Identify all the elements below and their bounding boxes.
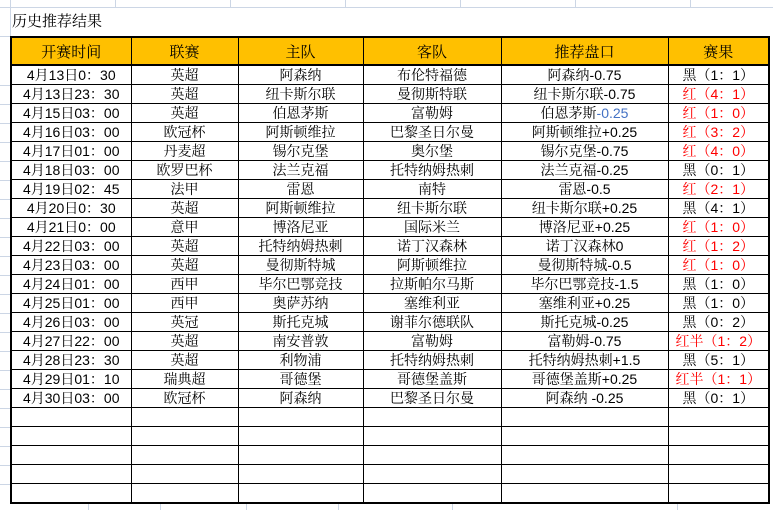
empty-cell[interactable] (501, 465, 668, 484)
cell-result[interactable]: 黑（1：1） (668, 65, 769, 85)
cell-league[interactable]: 丹麦超 (131, 142, 238, 161)
cell-time[interactable]: 4月20日0：30 (11, 199, 131, 218)
empty-cell[interactable] (238, 427, 363, 446)
header-cell-2[interactable]: 主队 (238, 37, 363, 65)
cell-time[interactable]: 4月13日0：30 (11, 65, 131, 85)
table-row (11, 104, 769, 123)
cell-league[interactable]: 英超 (131, 256, 238, 275)
table-row (11, 313, 769, 332)
cell-time[interactable]: 4月29日01：10 (11, 370, 131, 389)
cell-handicap[interactable]: 富勒姆-0.75 (501, 332, 668, 351)
empty-cell[interactable] (501, 484, 668, 504)
cell-home[interactable]: 伯恩茅斯 (238, 104, 363, 123)
cell-away[interactable]: 巴黎圣日尔曼 (363, 123, 501, 142)
cell-home[interactable]: 奥萨苏纳 (238, 294, 363, 313)
header-row (11, 37, 769, 65)
results-table (10, 36, 770, 504)
cell-home[interactable]: 南安普敦 (238, 332, 363, 351)
cell-league[interactable]: 瑞典超 (131, 370, 238, 389)
cell-result[interactable]: 黑（5：1） (668, 351, 769, 370)
empty-row (11, 465, 769, 484)
header-cell-3[interactable]: 客队 (363, 37, 501, 65)
handicap-suffix: -0.25 (596, 105, 629, 121)
empty-cell[interactable] (668, 427, 769, 446)
empty-cell[interactable] (668, 465, 769, 484)
empty-cell[interactable] (11, 465, 131, 484)
empty-cell[interactable] (363, 484, 501, 504)
table-row (11, 351, 769, 370)
cell-result[interactable]: 红（1：0） (668, 104, 769, 123)
cell-league[interactable]: 欧罗巴杯 (131, 161, 238, 180)
empty-cell[interactable] (11, 446, 131, 465)
cell-time[interactable]: 4月23日03：00 (11, 256, 131, 275)
cell-result[interactable]: 黑（0：1） (668, 389, 769, 408)
cell-home[interactable]: 毕尔巴鄂竞技 (238, 275, 363, 294)
cell-time[interactable]: 4月18日03：00 (11, 161, 131, 180)
cell-home[interactable]: 雷恩 (238, 180, 363, 199)
cell-league[interactable]: 欧冠杯 (131, 389, 238, 408)
table-row (11, 123, 769, 142)
cell-league[interactable]: 英超 (131, 332, 238, 351)
cell-time[interactable]: 4月16日03：00 (11, 123, 131, 142)
cell-home[interactable]: 曼彻斯特城 (238, 256, 363, 275)
cell-away[interactable]: 塞维利亚 (363, 294, 501, 313)
cell-handicap[interactable]: 法兰克福-0.25 (501, 161, 668, 180)
empty-cell[interactable] (238, 446, 363, 465)
cell-away[interactable]: 哥德堡盖斯 (363, 370, 501, 389)
empty-cell[interactable] (363, 465, 501, 484)
cell-time[interactable]: 4月30日03：00 (11, 389, 131, 408)
gridline (690, 0, 691, 7)
header-cell-4[interactable]: 推荐盘口 (501, 37, 668, 65)
table-row (11, 389, 769, 408)
empty-cell[interactable] (238, 465, 363, 484)
table-row (11, 142, 769, 161)
empty-row (11, 427, 769, 446)
table-row (11, 275, 769, 294)
table-body (11, 65, 769, 503)
cell-result[interactable]: 红（1：0） (668, 256, 769, 275)
cell-time[interactable]: 4月24日01：00 (11, 275, 131, 294)
cell-away[interactable]: 托特纳姆热刺 (363, 161, 501, 180)
cell-home[interactable]: 阿斯顿维拉 (238, 123, 363, 142)
cell-result[interactable]: 红半（1：1） (668, 370, 769, 389)
table-row (11, 65, 769, 85)
empty-row (11, 446, 769, 465)
table-row (11, 218, 769, 237)
gridline (575, 0, 576, 7)
header-cell-0[interactable]: 开赛时间 (11, 37, 131, 65)
table-row (11, 294, 769, 313)
table-row (11, 237, 769, 256)
cell-league[interactable]: 西甲 (131, 294, 238, 313)
table-row (11, 180, 769, 199)
cell-handicap[interactable]: 哥德堡盖斯+0.25 (501, 370, 668, 389)
cell-handicap[interactable]: 纽卡斯尔联-0.75 (501, 85, 668, 104)
cell-time[interactable]: 4月13日23：30 (11, 85, 131, 104)
cell-home[interactable]: 利物浦 (238, 351, 363, 370)
cell-away[interactable]: 国际米兰 (363, 218, 501, 237)
cell-result[interactable]: 红（2：1） (668, 180, 769, 199)
cell-time[interactable]: 4月28日23：30 (11, 351, 131, 370)
cell-away[interactable]: 富勒姆 (363, 104, 501, 123)
cell-home[interactable]: 锡尔克堡 (238, 142, 363, 161)
cell-league[interactable]: 英超 (131, 104, 238, 123)
cell-league[interactable]: 英超 (131, 237, 238, 256)
empty-cell[interactable] (238, 408, 363, 427)
empty-cell[interactable] (11, 484, 131, 504)
table-row (11, 370, 769, 389)
table-row (11, 256, 769, 275)
gridline (10, 0, 11, 36)
cell-league[interactable]: 英超 (131, 351, 238, 370)
cell-away[interactable]: 巴黎圣日尔曼 (363, 389, 501, 408)
gridline (0, 67, 10, 500)
cell-handicap[interactable]: 纽卡斯尔联+0.25 (501, 199, 668, 218)
cell-home[interactable]: 博洛尼亚 (238, 218, 363, 237)
cell-handicap[interactable]: 塞维利亚+0.25 (501, 294, 668, 313)
cell-away[interactable]: 拉斯帕尔马斯 (363, 275, 501, 294)
cell-result[interactable]: 红（1：0） (668, 218, 769, 237)
cell-league[interactable]: 英超 (131, 199, 238, 218)
cell-result[interactable]: 红（4：0） (668, 142, 769, 161)
cell-away[interactable]: 布伦特福德 (363, 65, 501, 85)
empty-cell[interactable] (131, 427, 238, 446)
cell-handicap[interactable]: 锡尔克堡-0.75 (501, 142, 668, 161)
cell-league[interactable]: 意甲 (131, 218, 238, 237)
cell-home[interactable]: 阿森纳 (238, 389, 363, 408)
cell-handicap[interactable]: 阿森纳-0.75 (501, 65, 668, 85)
cell-handicap[interactable]: 伯恩茅斯-0.25 (501, 104, 668, 123)
cell-result[interactable]: 红半（1：2） (668, 332, 769, 351)
empty-cell[interactable] (131, 484, 238, 504)
cell-result[interactable]: 黑（1：0） (668, 275, 769, 294)
empty-cell[interactable] (131, 446, 238, 465)
cell-away[interactable]: 曼彻斯特联 (363, 85, 501, 104)
cell-away[interactable]: 谢菲尔德联队 (363, 313, 501, 332)
empty-cell[interactable] (363, 446, 501, 465)
table-row (11, 161, 769, 180)
cell-away[interactable]: 奥尔堡 (363, 142, 501, 161)
cell-result[interactable]: 红（4：1） (668, 85, 769, 104)
cell-home[interactable]: 托特纳姆热刺 (238, 237, 363, 256)
cell-away[interactable]: 南特 (363, 180, 501, 199)
gridline (460, 0, 461, 7)
empty-cell[interactable] (238, 484, 363, 504)
empty-row (11, 408, 769, 427)
gridline (0, 7, 773, 8)
cell-handicap[interactable]: 阿斯顿维拉+0.25 (501, 123, 668, 142)
cell-league[interactable]: 欧冠杯 (131, 123, 238, 142)
cell-result[interactable]: 红（3：2） (668, 123, 769, 142)
gridline (0, 36, 10, 37)
empty-cell[interactable] (131, 408, 238, 427)
cell-time[interactable]: 4月27日22：00 (11, 332, 131, 351)
empty-cell[interactable] (668, 408, 769, 427)
cell-result[interactable]: 黑（0：1） (668, 161, 769, 180)
cell-home[interactable]: 斯托克城 (238, 313, 363, 332)
empty-row (11, 484, 769, 504)
cell-time[interactable]: 4月19日02：45 (11, 180, 131, 199)
cell-handicap[interactable]: 阿森纳 -0.25 (501, 389, 668, 408)
cell-league[interactable]: 英超 (131, 65, 238, 85)
cell-time[interactable]: 4月22日03：00 (11, 237, 131, 256)
cell-time[interactable]: 4月21日0：00 (11, 218, 131, 237)
cell-handicap[interactable]: 诺丁汉森林0 (501, 237, 668, 256)
cell-handicap[interactable]: 博洛尼亚+0.25 (501, 218, 668, 237)
header-cell-5[interactable]: 赛果 (668, 37, 769, 65)
cell-handicap[interactable]: 斯托克城-0.25 (501, 313, 668, 332)
empty-cell[interactable] (501, 408, 668, 427)
empty-cell[interactable] (501, 446, 668, 465)
cell-home[interactable]: 纽卡斯尔联 (238, 85, 363, 104)
cell-time[interactable]: 4月25日01：00 (11, 294, 131, 313)
cell-league[interactable]: 西甲 (131, 275, 238, 294)
empty-cell[interactable] (668, 446, 769, 465)
cell-result[interactable]: 黑（0：2） (668, 313, 769, 332)
cell-time[interactable]: 4月26日03：00 (11, 313, 131, 332)
cell-handicap[interactable]: 曼彻斯特城-0.5 (501, 256, 668, 275)
empty-cell[interactable] (11, 427, 131, 446)
header-cell-1[interactable]: 联赛 (131, 37, 238, 65)
cell-time[interactable]: 4月15日03：00 (11, 104, 131, 123)
table-row (11, 199, 769, 218)
cell-home[interactable]: 哥德堡 (238, 370, 363, 389)
cell-league[interactable]: 英冠 (131, 313, 238, 332)
table-row (11, 332, 769, 351)
cell-away[interactable]: 富勒姆 (363, 332, 501, 351)
gridline (115, 0, 116, 7)
cell-away[interactable]: 诺丁汉森林 (363, 237, 501, 256)
page-title[interactable]: 历史推荐结果 (12, 13, 103, 30)
cell-away[interactable]: 纽卡斯尔联 (363, 199, 501, 218)
cell-home[interactable]: 阿森纳 (238, 65, 363, 85)
cell-away[interactable]: 阿斯顿维拉 (363, 256, 501, 275)
cell-result[interactable]: 红（1：2） (668, 237, 769, 256)
empty-cell[interactable] (668, 484, 769, 504)
gridline (230, 0, 231, 7)
empty-cell[interactable] (363, 427, 501, 446)
cell-league[interactable]: 法甲 (131, 180, 238, 199)
cell-handicap[interactable]: 托特纳姆热刺+1.5 (501, 351, 668, 370)
cell-home[interactable]: 阿斯顿维拉 (238, 199, 363, 218)
cell-time[interactable]: 4月17日01：00 (11, 142, 131, 161)
cell-away[interactable]: 托特纳姆热刺 (363, 351, 501, 370)
empty-cell[interactable] (363, 408, 501, 427)
gridline (345, 0, 346, 7)
cell-handicap[interactable]: 毕尔巴鄂竞技-1.5 (501, 275, 668, 294)
empty-cell[interactable] (131, 465, 238, 484)
cell-result[interactable]: 黑（1：0） (668, 294, 769, 313)
cell-handicap[interactable]: 雷恩-0.5 (501, 180, 668, 199)
empty-cell[interactable] (11, 408, 131, 427)
empty-cell[interactable] (501, 427, 668, 446)
cell-result[interactable]: 黑（4：1） (668, 199, 769, 218)
cell-home[interactable]: 法兰克福 (238, 161, 363, 180)
table-row (11, 85, 769, 104)
cell-league[interactable]: 英超 (131, 85, 238, 104)
